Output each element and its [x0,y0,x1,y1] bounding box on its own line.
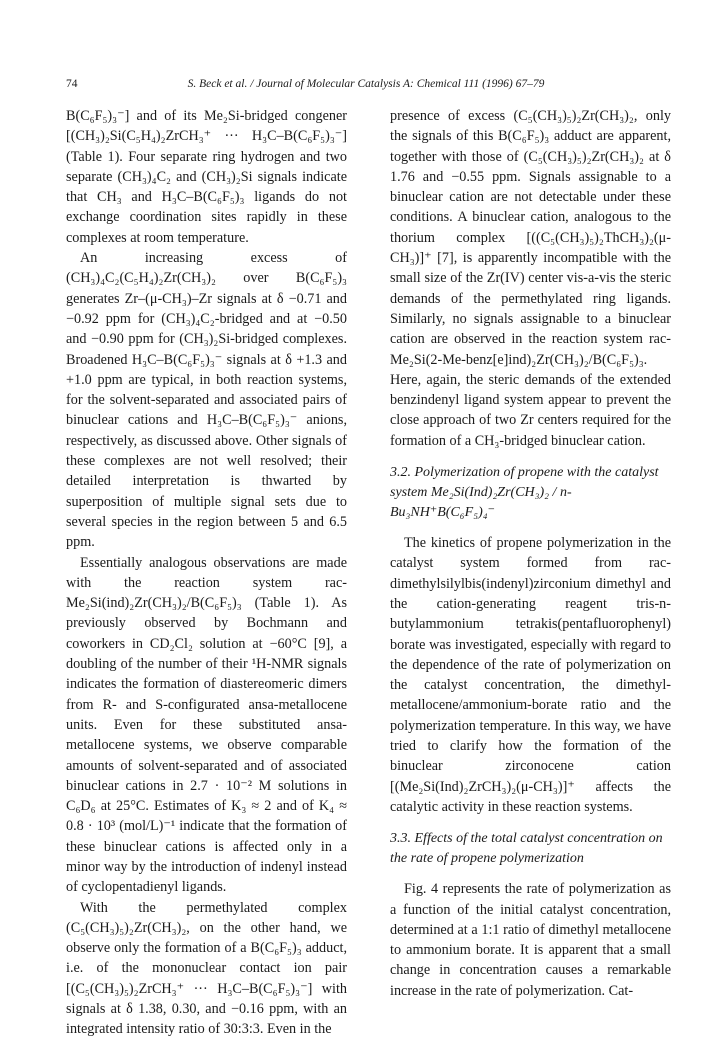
paragraph: Essentially analogous observations are made with the reaction system rac-Me₂Si(ind)₂Zr(CH₃)₂/B(C₆F₅)₃ (Table 1). As previously observed by Bochmann and coworkers in CD₂Cl₂ solution at −60°C [9], a doubling of the number of their ¹H-NMR signals indicates the formation of diastereomeric dimers from R- and S-configurated ansa-metallocene units. Even for these substituted ansa-metallocene systems, we observe comparable amounts of solvent-separated and of associated binuclear cations in 2.7 · 10⁻² M solutions in C₆D₆ at 25°C. Estimates of K₃ ≈ 2 and of K₄ ≈ 0.8 · 10³ (mol/L)⁻¹ indicate that the formation of these binuclear cations is affected only in a minor way by the introduction of indenyl instead of cyclopentadienyl ligands. [66,554,347,896]
page-number: 74 [66,78,78,90]
section-heading: 3.3. Effects of the total catalyst concentration on the rate of propene polymerization [390,831,663,867]
paragraph: An increasing excess of (CH₃)₄C₂(C₅H₄)₂Zr(CH₃)₂ over B(C₆F₅)₃ generates Zr–(μ-CH₃)–Zr signals at δ −0.71 and −0.92 ppm for (CH₃)₄C₂-bridged and at −0.50 and −0.90 ppm for (CH₃)₂Si-bridged complexes. Broadened H₃C–B(C₆F₅)₃⁻ signals at δ +1.3 and +1.0 ppm are typical, in both reaction systems, for the solvent-separated and associated pairs of binuclear cations and H₃C–B(C₆F₅)₃⁻ anions, respectively, as discussed above. Other signals of these complexes are not well resolved; their detailed interpretation is thwarted by superposition of multiple signal sets due to several species in the region between 5 and 6.5 ppm. [66,250,347,551]
paragraph: B(C₆F₅)₃⁻] and of its Me₂Si-bridged congener [(CH₃)₂Si(C₅H₄)₂ZrCH₃⁺ ··· H₃C–B(C₆F₅)₃⁻] (Table 1). Four separate ring hydrogen and two separate (CH₃)₄C₂ and (CH₃)₂Si signals indicate that CH₃ and H₃C–B(C₆F₅)₃ ligands do not exchange coordination sites rapidly in these complexes at room temperature. [66,108,347,246]
paragraph: Fig. 4 represents the rate of polymerization as a function of the initial catalyst concentration, determined at a 1:1 ratio of dimethyl metallocene to ammonium borate. It is apparent that a small change in concentration causes a remarkable increase in the rate of polymerization. Cat- [390,881,671,999]
right-column [390,106,671,1001]
paragraph: With the permethylated complex (C₅(CH₃)₅)₂Zr(CH₃)₂, on the other hand, we observe only the formation of a B(C₆F₅)₃ adduct, i.e. of the mononuclear contact ion pair [(C₅(CH₃)₅)₂ZrCH₃⁺ ··· H₃C–B(C₆F₅)₃⁻] with signals at δ 1.38, 0.30, and −0.16 ppm, with an integrated intensity ratio of 30:3:3. Even in the [66,899,347,1038]
paragraph: The kinetics of propene polymerization in the catalyst system formed from rac-dimethylsilylbis(indenyl)zirconium dimethyl and the cation-generating reagent tris-n-butylammonium tetrakis(pentafluorophenyl) borate was investigated, especially with regard to the dependence of the rate of polymerization on the catalyst concentration, the dimethyl-metallocene/ammonium-borate ratio and the polymerization temperature. In this way, we have tried to clarify how the formation of the binuclear zirconocene cation [(Me₂Si(Ind)₂ZrCH₃)₂(μ-CH₃)]⁺ affects the catalytic activity in these reaction systems. [390,535,671,815]
paragraph: presence of excess (C₅(CH₃)₅)₂Zr(CH₃)₂, only the signals of this B(C₆F₅)₃ adduct are apparent, together with those of (C₅(CH₃)₅)₂Zr(CH₃)₂ at δ 1.76 and −0.55 ppm. Signals assignable to a binuclear cation are not detectable under these conditions. A binuclear cation, analogous to the thorium complex [((C₅(CH₃)₅)₂ThCH₃)₂(μ-CH₃)]⁺ [7], is apparently incompatible with the small size of the Zr(IV) center vis-a-vis the steric demands of the permethylated ring ligands. Similarly, no signals assignable to a binuclear cation are observed in the reaction system rac-Me₂Si(2-Me-benz[e]ind)₂Zr(CH₃)₂/B(C₆F₅)₃. Here, again, the steric demands of the extended benzindenyl ligand system appear to prevent the close approach of two Zr centers required for the formation of a CH₃-bridged binuclear cation. [390,108,671,449]
section-heading: 3.2. Polymerization of propene with the catalyst system Me₂Si(Ind)₂Zr(CH₃)₂ / n-Bu₃NH⁺B(C₆F₅)₄⁻ [390,465,659,521]
page-header [66,78,666,94]
running-head: S. Beck et al. / Journal of Molecular Catalysis A: Chemical 111 (1996) 67–79 [187,78,545,90]
left-column [66,106,347,1040]
